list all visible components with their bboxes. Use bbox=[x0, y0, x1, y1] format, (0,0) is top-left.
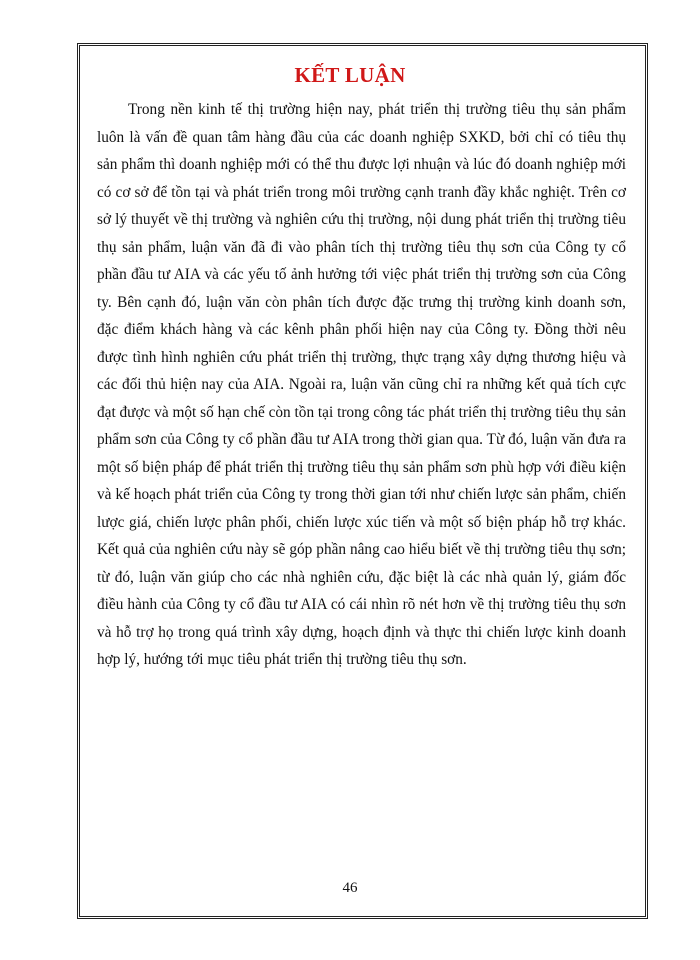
page-number: 46 bbox=[342, 880, 358, 896]
section-heading: KẾT LUẬN bbox=[294, 63, 406, 87]
conclusion-paragraph: Trong nền kinh tế thị trường hiện nay, phát triển thị trường tiêu thụ sản phẩm luôn là vấn đề quan tâm hàng đầu của các doanh nghiệp SXKD, bởi chỉ có tiêu thụ sản phẩm thì doanh nghiệp mới có thể thu được lợi nhuận và lúc đó doanh nghiệp mới có cơ sở để tồn tại và phát triển trong môi trường cạnh tranh đầy khắc nghiệt. Trên cơ sở lý thuyết về thị trường và nghiên cứu thị trường, nội dung phát triển thị trường tiêu thụ sản phẩm, luận văn đã đi vào phân tích thị trường tiêu thụ sơn của Công ty cổ phần đầu tư AIA và các yếu tố ảnh hưởng tới việc phát triển thị trường sơn của Công ty. Bên cạnh đó, luận văn còn phân tích được đặc trưng thị trường kinh doanh sơn, đặc điểm khách hàng và các kênh phân phối hiện nay của Công ty. Đồng thời nêu được tình hình nghiên cứu phát triển thị trường, thực trạng xây dựng thương hiệu và các đối thủ hiện nay của AIA. Ngoài ra, luận văn cũng chỉ ra những kết quả tích cực đạt được và một số hạn chế còn tồn tại trong công tác phát triển thị trường tiêu thụ sản phẩm sơn của Công ty cổ phần đầu tư AIA trong thời gian qua. Từ đó, luận văn đưa ra một số biện pháp để phát triển thị trường tiêu thụ sản phẩm sơn phù hợp với điều kiện và kế hoạch phát triển của Công ty trong thời gian tới như chiến lược sản phẩm, chiến lược giá, chiến lược phân phối, chiến lược xúc tiến và một số biện pháp hỗ trợ khác. Kết quả của nghiên cứu này sẽ góp phần nâng cao hiểu biết về thị trường tiêu thụ sơn; từ đó, luận văn giúp cho các nhà nghiên cứu, đặc biệt là các nhà quản lý, giám đốc điều hành của Công ty cổ đầu tư AIA có cái nhìn rõ nét hơn về thị trường tiêu thụ sơn và hỗ trợ họ trong quá trình xây dựng, hoạch định và thực thi chiến lược kinh doanh hợp lý, hướng tới mục tiêu phát triển thị trường tiêu thụ sơn. bbox=[97, 101, 626, 668]
